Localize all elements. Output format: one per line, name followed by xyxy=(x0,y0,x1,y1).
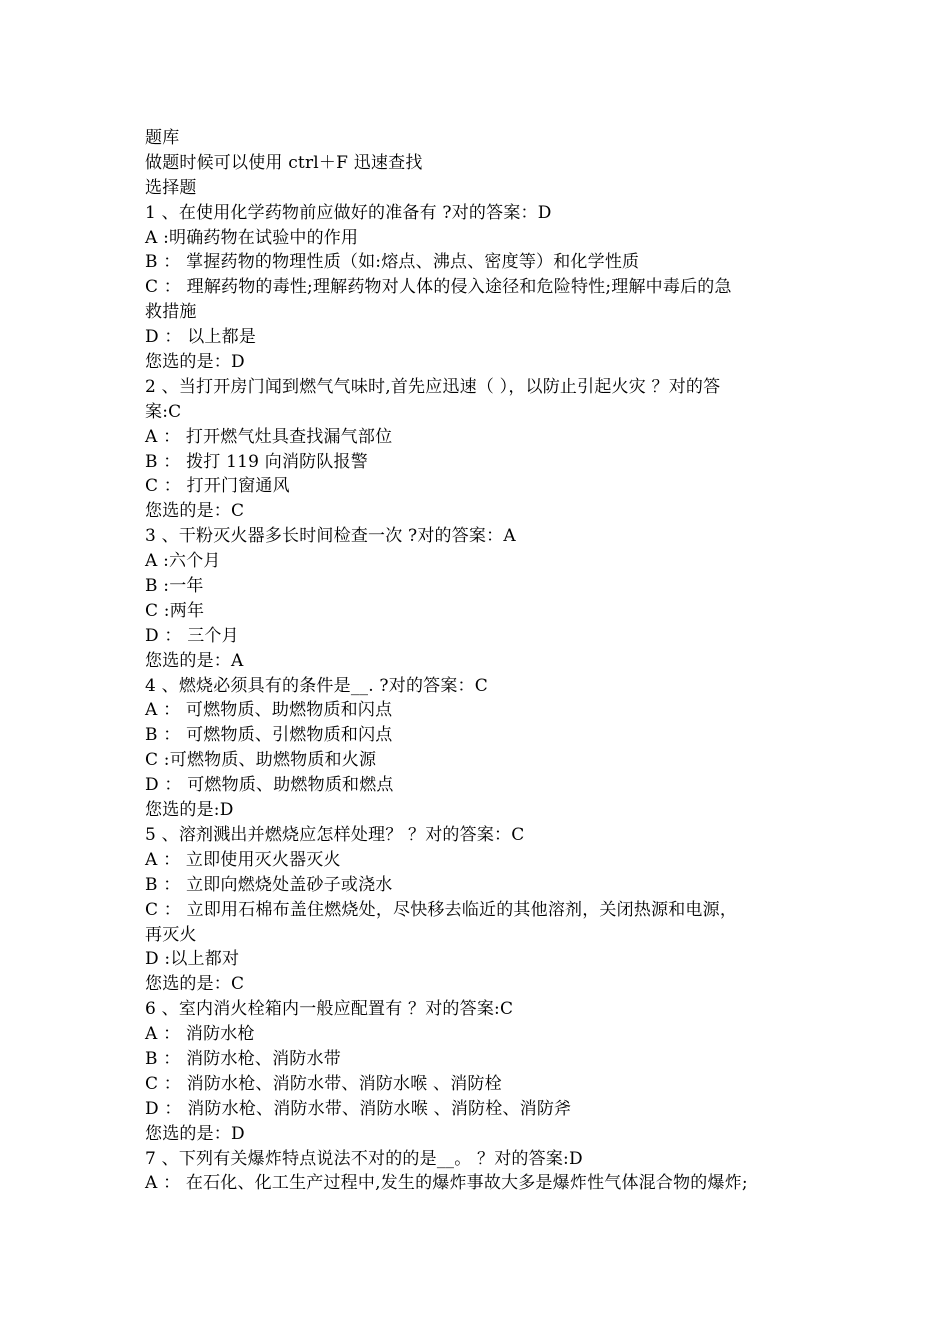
text-line: C :两年 xyxy=(145,600,205,621)
text-line: A ： 可燃物质、助燃物质和闪点 xyxy=(145,700,393,721)
text-line: B ： 拨打 119 向消防队报警 xyxy=(145,451,368,472)
text-line: C :可燃物质、助燃物质和火源 xyxy=(145,750,377,771)
text-line: 选择题 xyxy=(145,177,197,198)
text-line: B ： 立即向燃烧处盖砂子或浇水 xyxy=(145,874,393,895)
text-line: 救措施 xyxy=(145,302,197,323)
text-line: 您选的是：D xyxy=(145,1123,245,1144)
text-line: B ： 掌握药物的物理性质（如:熔点、沸点、密度等）和化学性质 xyxy=(145,252,640,273)
text-line: A ： 打开燃气灶具查找漏气部位 xyxy=(145,426,393,447)
text-line: A :六个月 xyxy=(145,551,221,572)
text-line: D ： 三个月 xyxy=(145,625,239,646)
text-line: C ： 立即用石棉布盖住燃烧处，尽快移去临近的其他溶剂，关闭热源和电源， xyxy=(145,899,738,920)
text-line: 您选的是：A xyxy=(145,650,244,671)
text-line: C ： 打开门窗通风 xyxy=(145,476,290,497)
text-line: 题库 xyxy=(145,128,180,148)
text-line: 6 、室内消火栓箱内一般应配置有 ？对的答案:C xyxy=(145,999,514,1020)
text-line: 4 、燃烧必须具有的条件是__. ?对的答案：C xyxy=(145,675,488,696)
text-line: D ： 消防水枪、消防水带、消防水喉 、消防栓、消防斧 xyxy=(145,1098,572,1119)
text-line: A ： 立即使用灭火器灭火 xyxy=(145,849,341,870)
text-line: A :明确药物在试验中的作用 xyxy=(145,227,359,248)
text-line: 您选的是：D xyxy=(145,352,245,373)
text-line: 再灭火 xyxy=(145,924,197,945)
document-page xyxy=(145,126,835,1196)
text-line: A ： 在石化、化工生产过程中,发生的爆炸事故大多是爆炸性气体混合物的爆炸; xyxy=(145,1173,748,1194)
text-line: 案:C xyxy=(145,401,182,422)
text-line: B ： 可燃物质、引燃物质和闪点 xyxy=(145,725,393,746)
text-line: 5 、溶剂溅出并燃烧应怎样处理？ ？对的答案：C xyxy=(145,824,525,845)
text-line: 2 、当打开房门闻到燃气气味时,首先应迅速（ ），以防止引起火灾 ？对的答 xyxy=(145,376,721,397)
text-line: 您选的是：C xyxy=(145,974,245,995)
text-line: 3 、干粉灭火器多长时间检查一次 ?对的答案：A xyxy=(145,526,516,547)
text-line: D ： 可燃物质、助燃物质和燃点 xyxy=(145,775,394,796)
text-line: 您选的是：C xyxy=(145,501,245,522)
text-line: 7 、下列有关爆炸特点说法不对的的是__。 ？对的答案:D xyxy=(145,1148,583,1169)
text-line: C ： 理解药物的毒性;理解药物对人体的侵入途径和危险特性;理解中毒后的急 xyxy=(145,277,732,298)
text-line: 1 、在使用化学药物前应做好的准备有 ?对的答案：D xyxy=(145,202,552,223)
text-line: C ： 消防水枪、消防水带、消防水喉 、消防栓 xyxy=(145,1073,502,1094)
text-line: B ： 消防水枪、消防水带 xyxy=(145,1048,341,1069)
text-line: D ： 以上都是 xyxy=(145,327,257,348)
text-line: B :一年 xyxy=(145,576,204,597)
text-line: 您选的是:D xyxy=(145,800,234,821)
text-line: D :以上都对 xyxy=(145,949,240,970)
text-line: 做题时候可以使用 ctrl＋F 迅速查找 xyxy=(145,152,423,173)
text-line: A ： 消防水枪 xyxy=(145,1024,255,1045)
